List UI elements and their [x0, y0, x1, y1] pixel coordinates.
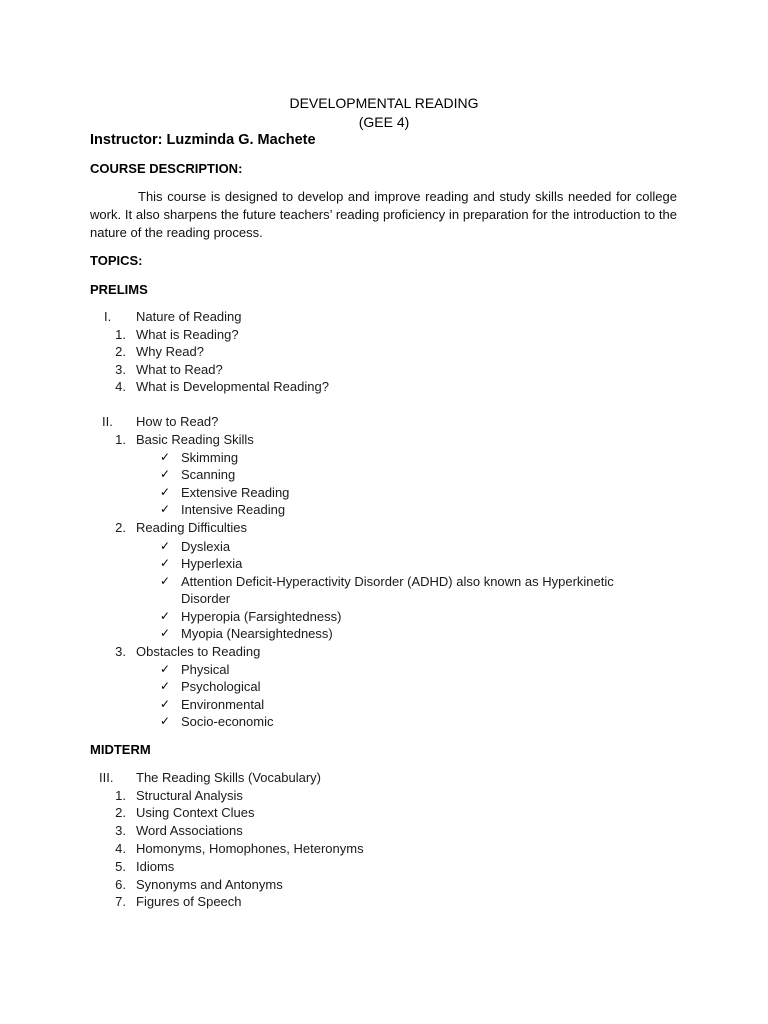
- check-icon: ✓: [160, 662, 171, 676]
- check-icon: ✓: [160, 679, 171, 693]
- check-icon: ✓: [160, 485, 171, 499]
- list-item-number: 2.: [115, 344, 126, 359]
- checklist-item-text: Dyslexia: [181, 539, 231, 554]
- unit-1-title: Nature of Reading: [136, 309, 242, 324]
- list-item-text: Synonyms and Antonyms: [136, 877, 283, 892]
- check-icon: ✓: [160, 609, 171, 623]
- course-description-heading: COURSE DESCRIPTION:: [90, 161, 243, 176]
- checklist-item-text: Hyperopia (Farsightedness): [181, 609, 342, 624]
- list-item-number: 4.: [115, 379, 126, 394]
- list-item-text: What is Reading?: [136, 327, 239, 342]
- course-code: (GEE 4): [358, 114, 410, 130]
- checklist-item-text: Scanning: [181, 467, 236, 482]
- list-item-text: Basic Reading Skills: [136, 432, 254, 447]
- check-icon: ✓: [160, 502, 171, 516]
- list-item-number: 3.: [115, 362, 126, 377]
- prelims-heading: PRELIMS: [90, 282, 148, 297]
- check-icon: ✓: [160, 556, 171, 570]
- list-item-number: 2.: [115, 805, 126, 820]
- list-item-text: Why Read?: [136, 344, 204, 359]
- check-icon: ✓: [160, 450, 171, 464]
- check-icon: ✓: [160, 539, 171, 553]
- list-item-text: Obstacles to Reading: [136, 644, 261, 659]
- list-item-number: 1.: [115, 327, 126, 342]
- list-item-number: 1.: [115, 432, 126, 447]
- check-icon: ✓: [160, 714, 171, 728]
- list-item-text: What to Read?: [136, 362, 223, 377]
- check-icon: ✓: [160, 467, 171, 481]
- list-item-number: 7.: [115, 894, 126, 909]
- list-item-text: Reading Difficulties: [136, 520, 248, 535]
- checklist-item-text: Skimming: [181, 450, 239, 465]
- unit-2-numeral: II.: [102, 414, 113, 429]
- list-item-number: 3.: [115, 823, 126, 838]
- list-item-text: Using Context Clues: [136, 805, 255, 820]
- checklist-item-text: Extensive Reading: [181, 485, 290, 500]
- list-item-text: Homonyms, Homophones, Heteronyms: [136, 841, 364, 856]
- checklist-item-text: Myopia (Nearsightedness): [181, 626, 333, 641]
- checklist-item-text: Hyperlexia: [181, 556, 243, 571]
- checklist-item-text: Socio-economic: [181, 714, 274, 729]
- checklist-item-text: Environmental: [181, 697, 265, 712]
- list-item-number: 4.: [115, 841, 126, 856]
- list-item-text: Word Associations: [136, 823, 243, 838]
- list-item-number: 2.: [115, 520, 126, 535]
- unit-1-numeral: I.: [104, 309, 112, 324]
- midterm-heading: MIDTERM: [90, 742, 151, 757]
- checklist-item-text: Intensive Reading: [181, 502, 286, 517]
- list-item-text: What is Developmental Reading?: [136, 379, 329, 394]
- list-item-text: Structural Analysis: [136, 788, 243, 803]
- check-icon: ✓: [160, 574, 171, 588]
- list-item-number: 1.: [115, 788, 126, 803]
- instructor-name: Instructor: Luzminda G. Machete: [90, 132, 316, 148]
- check-icon: ✓: [160, 626, 171, 640]
- list-item-number: 3.: [115, 644, 126, 659]
- checklist-item-text: Psychological: [181, 679, 261, 694]
- checklist-item-text: Attention Deficit-Hyperactivity Disorder (ADHD) also known as Hyperkinetic: [181, 574, 614, 589]
- checklist-item-continuation: Disorder: [181, 591, 231, 606]
- document-title: DEVELOPMENTAL READING: [289, 95, 479, 111]
- checklist-item-text: Physical: [181, 662, 230, 677]
- list-item-text: Idioms: [136, 859, 175, 874]
- topics-heading: TOPICS:: [90, 253, 143, 268]
- unit-3-title: The Reading Skills (Vocabulary): [136, 770, 321, 785]
- unit-2-title: How to Read?: [136, 414, 219, 429]
- unit-3-numeral: III.: [99, 770, 114, 785]
- list-item-number: 6.: [115, 877, 126, 892]
- course-description-text: This course is designed to develop and improve reading and study skills needed for college work. It also sharpens the future teachers’ reading proficiency in preparation for the introduction to the nature of the reading process.: [90, 189, 677, 240]
- list-item-number: 5.: [115, 859, 126, 874]
- check-icon: ✓: [160, 697, 171, 711]
- list-item-text: Figures of Speech: [136, 894, 242, 909]
